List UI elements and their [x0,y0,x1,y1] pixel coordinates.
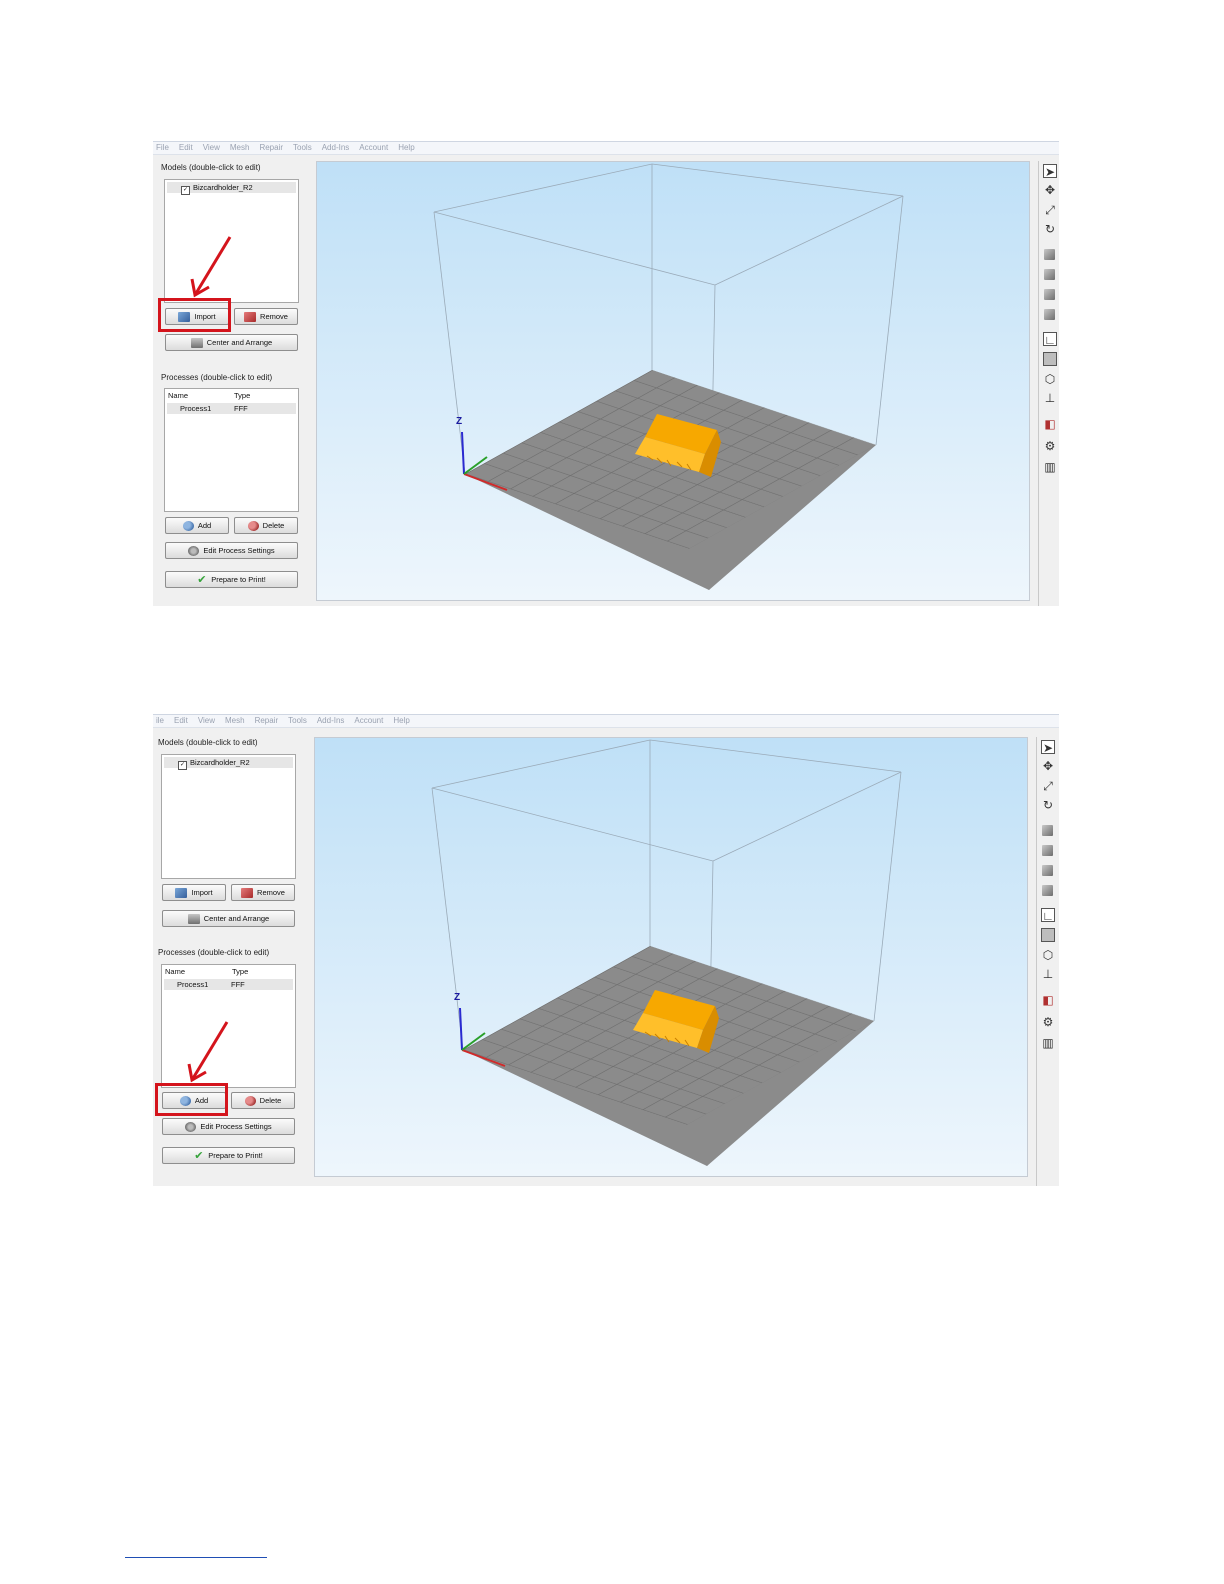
menu-view[interactable]: View [202,143,220,152]
menu-account[interactable]: Account [354,716,384,725]
models-label: Models (double-click to edit) [158,738,258,747]
delete-icon [245,1096,256,1106]
column-name[interactable]: Name [165,967,186,976]
build-volume-scene [317,162,1031,602]
view-cube-top-icon[interactable] [1042,825,1053,836]
import-icon [175,888,187,898]
3d-viewport[interactable] [316,161,1030,601]
delete-button[interactable] [231,1092,295,1109]
add-icon [183,521,194,531]
z-axis-label: Z [454,992,461,1003]
wireframe-icon[interactable]: ⬡ [1044,372,1056,386]
center-arrange-button[interactable] [162,910,295,927]
model-checkbox[interactable]: ✓ [182,187,189,193]
move-icon[interactable]: ✥ [1042,759,1054,773]
menu-tools[interactable]: Tools [288,716,307,725]
processes-list[interactable] [164,388,299,512]
menu-file[interactable]: ile [156,716,165,725]
import-button-label: Import [194,312,216,321]
view-toolbar [1036,737,1059,1186]
menu-bar [153,142,1059,155]
select-arrow-icon[interactable]: ➤ [1044,165,1056,179]
import-highlight-box [158,298,231,332]
edit-process-label: Edit Process Settings [203,546,275,555]
solid-view-icon[interactable] [1041,928,1055,942]
footnote-separator [125,1557,267,1558]
column-name[interactable]: Name [168,391,189,400]
screenshot-1 [153,141,1059,606]
remove-button-label: Remove [260,312,288,321]
arrange-icon [191,338,203,348]
print-bed [463,946,874,1166]
solid-view-icon[interactable] [1043,352,1057,366]
wireframe-icon[interactable]: ⬡ [1042,948,1054,962]
import-button-label: Import [191,888,213,897]
prepare-to-print-button[interactable] [165,571,298,588]
scale-icon[interactable]: ⤢ [1045,203,1055,217]
print-bed [465,370,876,590]
models-list[interactable] [161,754,296,879]
measure-icon[interactable]: ⊥ [1042,967,1054,981]
checkmark-icon: ✔ [197,573,207,586]
edit-process-settings-button[interactable] [165,542,298,559]
view-cube-top-icon[interactable] [1044,249,1055,260]
axes-icon[interactable]: ∟ [1042,909,1054,923]
process-type: FFF [234,404,248,413]
process-list-header [165,967,294,977]
measure-icon[interactable]: ⊥ [1044,391,1056,405]
build-volume-scene [315,738,1029,1178]
menu-repair[interactable]: Repair [259,143,284,152]
process-row[interactable] [167,403,296,414]
view-toolbar [1038,161,1059,606]
left-panel [153,728,313,1186]
view-cube-side-icon[interactable] [1044,289,1055,300]
model-item-label: Bizcardholder_R2 [190,758,250,767]
prepare-to-print-button[interactable] [162,1147,295,1164]
process-row[interactable] [164,979,293,990]
settings-gear-icon[interactable]: ⚙ [1042,1015,1054,1029]
cut-plane-icon[interactable]: ◧ [1044,417,1056,431]
delete-icon [248,521,259,531]
remove-button-label: Remove [257,888,285,897]
add-button-label: Add [197,521,212,530]
view-cube-front-icon[interactable] [1044,269,1055,280]
center-arrange-label: Center and Arrange [203,914,270,923]
menu-edit[interactable]: Edit [174,716,188,725]
view-cube-iso-icon[interactable] [1044,309,1055,320]
extra-icon[interactable]: ▥ [1042,1036,1054,1050]
checkmark-icon: ✔ [194,1149,204,1162]
menu-mesh[interactable]: Mesh [225,716,245,725]
model-item-label: Bizcardholder_R2 [193,183,253,192]
view-cube-side-icon[interactable] [1042,865,1053,876]
rotate-icon[interactable]: ↻ [1044,222,1056,236]
menu-view[interactable]: View [197,716,216,725]
view-cube-iso-icon[interactable] [1042,885,1053,896]
menu-repair[interactable]: Repair [254,716,279,725]
gears-icon [185,1122,196,1132]
prepare-label: Prepare to Print! [211,575,266,584]
rotate-icon[interactable]: ↻ [1042,798,1054,812]
gears-icon [188,546,199,556]
models-label: Models (double-click to edit) [161,163,261,172]
processes-label: Processes (double-click to edit) [158,948,270,957]
red-arrow-1 [185,235,235,300]
menu-add-ins[interactable]: Add-Ins [321,143,350,152]
scale-icon[interactable]: ⤢ [1043,779,1053,793]
extra-icon[interactable]: ▥ [1044,460,1056,474]
column-type[interactable]: Type [234,391,251,400]
menu-edit[interactable]: Edit [178,143,193,152]
menu-mesh[interactable]: Mesh [229,143,250,152]
process-name: Process1 [177,980,209,989]
edit-process-label: Edit Process Settings [200,1122,272,1131]
menu-account[interactable]: Account [359,143,389,152]
model-checkbox[interactable]: ✓ [179,762,186,768]
menu-add-ins[interactable]: Add-Ins [316,716,345,725]
screenshot-2 [153,714,1059,1186]
remove-icon [241,888,253,898]
menu-help[interactable]: Help [393,716,410,725]
import-button[interactable] [162,884,226,901]
settings-gear-icon[interactable]: ⚙ [1044,439,1056,453]
3d-viewport[interactable] [314,737,1028,1177]
model-item[interactable] [167,182,296,193]
select-arrow-icon[interactable]: ➤ [1042,741,1054,755]
model-item[interactable] [164,757,293,768]
processes-label: Processes (double-click to edit) [161,373,273,382]
move-icon[interactable]: ✥ [1044,183,1056,197]
remove-icon [244,312,256,322]
view-cube-front-icon[interactable] [1042,845,1053,856]
process-list-header [168,391,297,401]
z-axis-label: Z [456,416,463,427]
add-button[interactable] [165,517,229,534]
prepare-label: Prepare to Print! [208,1151,263,1160]
menu-bar [153,715,1059,728]
remove-button[interactable] [234,308,298,325]
add-highlight-box [155,1083,228,1116]
delete-button-label: Delete [262,521,285,530]
process-name: Process1 [180,404,212,413]
add-button-label: Add [194,1096,209,1105]
edit-process-settings-button[interactable] [162,1118,295,1135]
center-arrange-button[interactable] [165,334,298,351]
arrange-icon [188,914,200,924]
menu-file[interactable]: File [156,143,169,152]
cut-plane-icon[interactable]: ◧ [1042,993,1054,1007]
red-arrow-2 [182,1020,232,1085]
menu-tools[interactable]: Tools [293,143,312,152]
menu-help[interactable]: Help [398,143,415,152]
process-type: FFF [231,980,245,989]
delete-button[interactable] [234,517,298,534]
axes-icon[interactable]: ∟ [1044,333,1056,347]
remove-button[interactable] [231,884,295,901]
column-type[interactable]: Type [232,967,249,976]
left-panel [153,155,313,606]
delete-button-label: Delete [259,1096,282,1105]
center-arrange-label: Center and Arrange [206,338,273,347]
